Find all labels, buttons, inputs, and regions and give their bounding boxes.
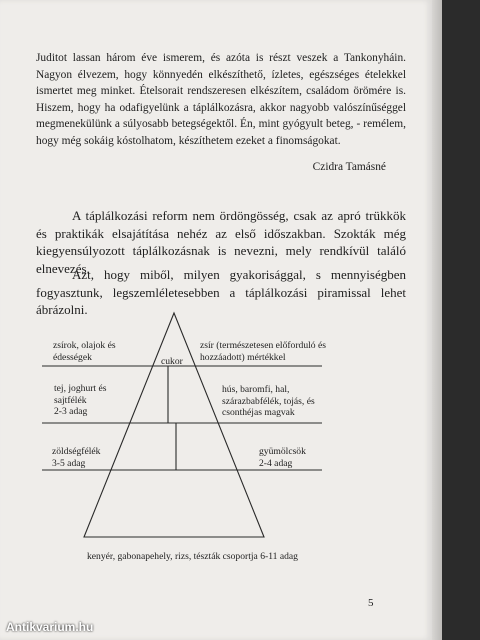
- label-sugar: cukor: [161, 356, 183, 367]
- page-edge: [432, 0, 442, 640]
- body-paragraph-1: A táplálkozási reform nem ördöngösség, csak az apró trükkök és praktikák elsajátítása nehéz az első időszakban. Szokták még kiegyensúlyozott táplálkozásnak is nevezni, mely rendkívül találó elnevezés.: [36, 208, 406, 276]
- label-fat-note: zsír (természetesen előforduló és hozzáadott) mértékkel: [200, 340, 326, 363]
- intro-paragraph: Juditot lassan három éve ismerem, és azóta is részt veszek a Tankonyháin. Nagyon élvezem, hogy könnyedén elkészíthető, ízletes, egészséges ételekkel ismertet meg minket. Ételsorait rendszeresen elkészítem, családom örömére is. Hiszem, hogy ha odafigyelünk a táplálkozásra, akkor nagyobb valószínűséggel megmenekülünk a súlyosabb betegségektől. Én, mint gyógyult beteg, - remélem, hogy még sokáig kóstolhatom, készíthetem ezeket a finomságokat.: [36, 52, 406, 147]
- signature: Czidra Tamásné: [312, 161, 386, 173]
- label-dairy: tej, joghurt és sajtfélék 2-3 adag: [54, 383, 107, 417]
- label-base: kenyér, gabonapehely, rizs, tészták csoportja 6-11 adag: [87, 551, 298, 562]
- body-paragraph-2: Azt, hogy miből, milyen gyakorisággal, s mennyiségben fogyasztunk, legszemléletesebben a táplálkozási piramissal lehet ábrázolni.: [36, 267, 406, 317]
- label-fats: zsírok, olajok és édességek: [53, 340, 116, 363]
- label-fruits: gyümölcsök 2-4 adag: [259, 446, 306, 469]
- label-vegetables: zöldségfélék 3-5 adag: [52, 446, 101, 469]
- label-protein: hús, baromfi, hal, szárazbabfélék, tojás, és csonthéjas magvak: [222, 384, 315, 418]
- watermark-logo: Antikvarium.hu: [6, 620, 94, 634]
- page-number: 5: [368, 597, 374, 609]
